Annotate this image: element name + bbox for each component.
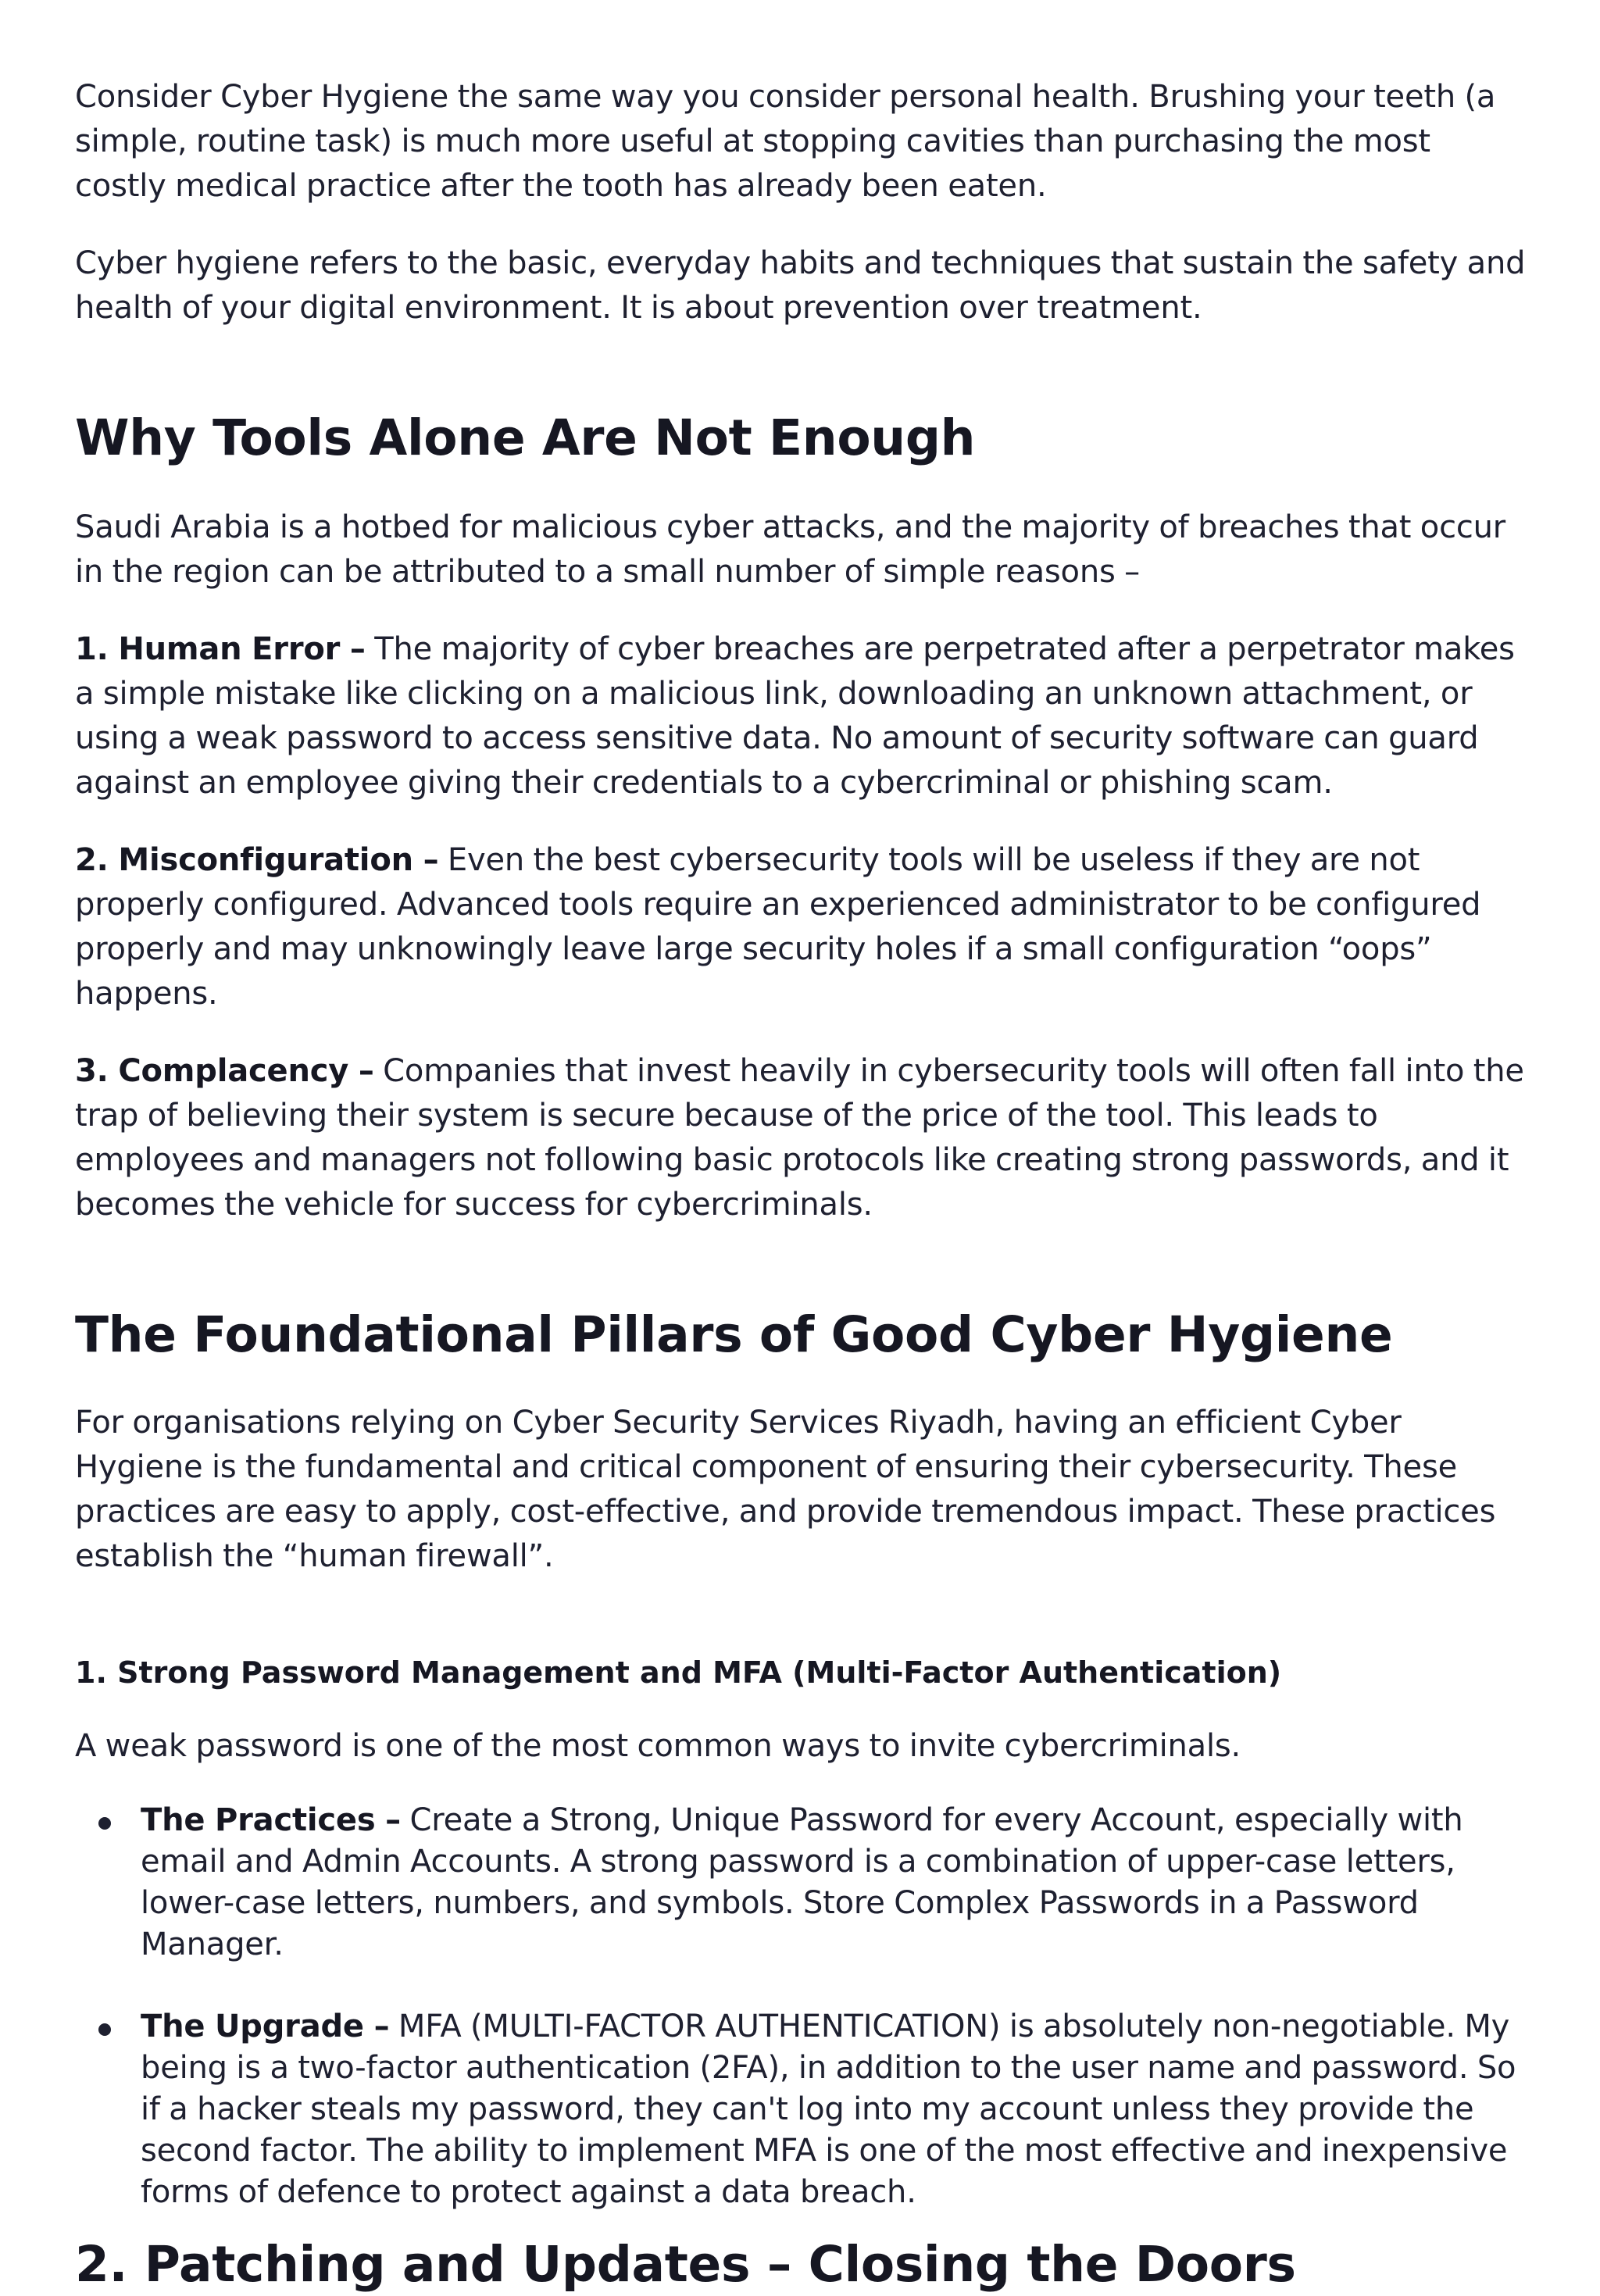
intro-definition-paragraph: Cyber hygiene refers to the basic, everyday habits and techniques that sustain the safety and health of your digital environment. It is about prevention over treatment. xyxy=(75,245,1526,326)
list-item-text: MFA (MULTI-FACTOR AUTHENTICATION) is absolutely non-negotiable. My being is a two-factor authentication (2FA), in addition to the user name and password. So if a hacker steals my password, they can't log into my account unless they provide the second factor. The ability to implement MFA is one of the most effective and inexpensive forms of defence to protect against a data breach. xyxy=(141,2009,1516,2210)
reason-lead: 1. Human Error – xyxy=(75,631,366,667)
reason-text: Companies that invest heavily in cybersecurity tools will often fall into the trap of believing their system is secure because of the price of the tool. This leads to employees and managers not following basic protocols like creating strong passwords, and it becomes the vehicle for success for cybercriminals. xyxy=(75,1053,1524,1223)
reason-lead: 3. Complacency – xyxy=(75,1053,374,1089)
reason-lead: 2. Misconfiguration – xyxy=(75,842,439,878)
section-heading-tools: Why Tools Alone Are Not Enough xyxy=(75,409,976,466)
section-heading-patching: 2. Patching and Updates – Closing the Doors xyxy=(75,2236,1296,2293)
password-practices-list xyxy=(75,1800,1530,2213)
bullet-dot-icon xyxy=(98,2023,111,2036)
pillars-intro-paragraph: For organisations relying on Cyber Security Services Riyadh, having an efficient Cyber Hygiene is the fundamental and critical component of ensuring their cybersecurity. These practices are easy to apply, cost-effective, and provide tremendous impact. These practices establish the “human firewall”. xyxy=(75,1405,1496,1574)
list-item-text: Create a Strong, Unique Password for every Account, especially with email and Admin Accounts. A strong password is a combination of upper-case letters, lower-case letters, numbers, and symbols. Store Complex Passwords in a Password Manager. xyxy=(141,1802,1463,1962)
intro-paragraph: Consider Cyber Hygiene the same way you consider personal health. Brushing your teeth (a simple, routine task) is much more useful at stopping cavities than purchasing the most costly medical practice after the tooth has already been eaten. xyxy=(75,79,1496,204)
reason-complacency xyxy=(75,1049,1530,1227)
reason-text: Even the best cybersecurity tools will be useless if they are not properly configured. Advanced tools require an experienced administrator to be configured properly and may unknowingly leave large security holes if a small configuration “oops” happens. xyxy=(75,842,1481,1012)
reason-human-error xyxy=(75,627,1530,805)
section-heading-pillars: The Foundational Pillars of Good Cyber Hygiene xyxy=(75,1306,1393,1363)
list-item-lead: The Practices – xyxy=(141,1802,401,1838)
tools-intro-paragraph: Saudi Arabia is a hotbed for malicious cyber attacks, and the majority of breaches that occur in the region can be attributed to a small number of simple reasons – xyxy=(75,509,1506,590)
list-item xyxy=(141,1800,1530,1966)
list-item xyxy=(141,2006,1530,2213)
subheading-password-mfa: 1. Strong Password Management and MFA (Multi-Factor Authentication) xyxy=(75,1655,1282,1690)
password-intro-paragraph: A weak password is one of the most common ways to invite cybercriminals. xyxy=(75,1728,1241,1764)
reason-misconfiguration xyxy=(75,838,1530,1016)
list-item-lead: The Upgrade – xyxy=(141,2009,390,2044)
reason-text: The majority of cyber breaches are perpetrated after a perpetrator makes a simple mistake like clicking on a malicious link, downloading an unknown attachment, or using a weak password to access sensitive data. No amount of security software can guard against an employee giving their credentials to a cybercriminal or phishing scam. xyxy=(75,631,1515,801)
bullet-dot-icon xyxy=(98,1817,111,1830)
